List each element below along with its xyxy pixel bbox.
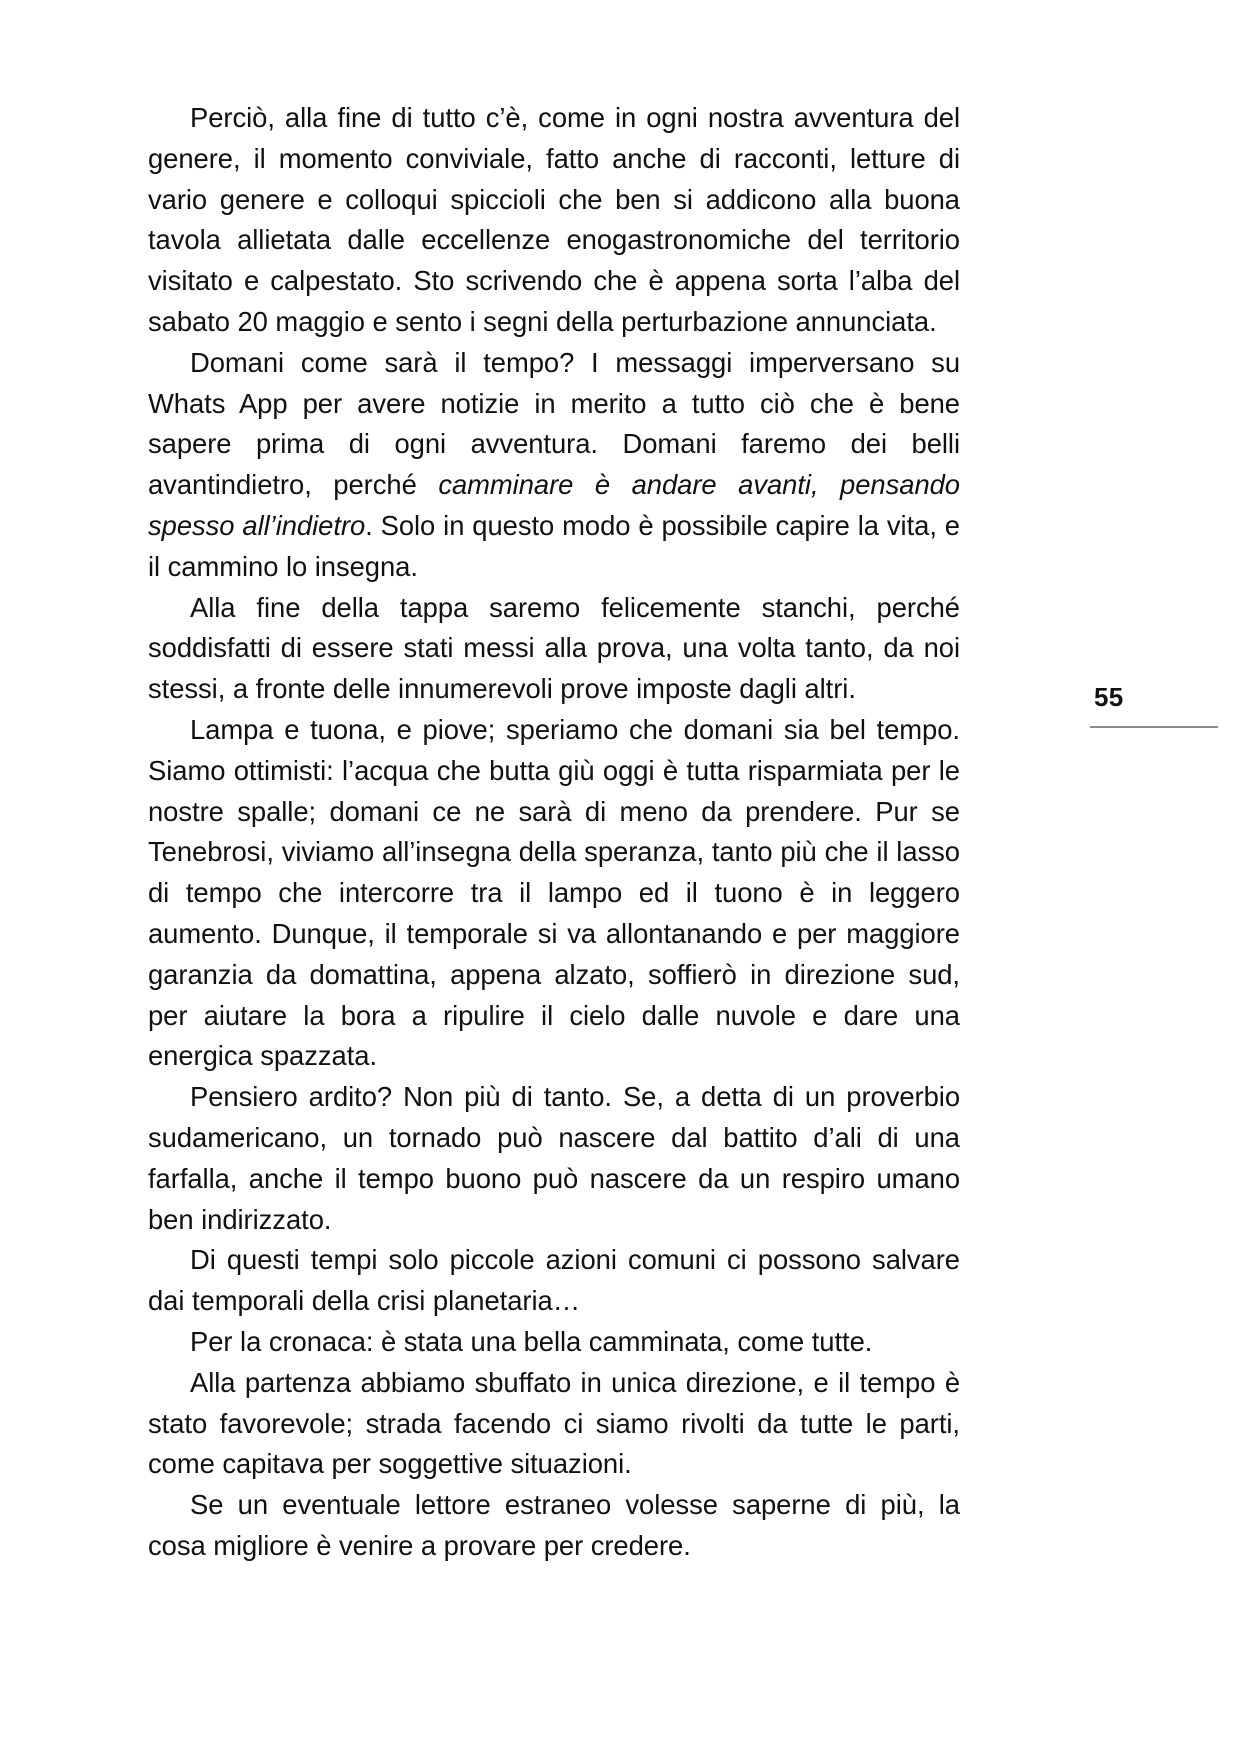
paragraph (148, 1240, 960, 1322)
page-number-block (1068, 682, 1218, 728)
paragraph (148, 98, 960, 343)
paragraph (148, 1485, 960, 1567)
body-text: Domani come sarà il tempo? I messaggi imperversano su Whats App per avere notizie in merito a tutto ciò che è bene sapere prima di ogni avventura. Domani faremo dei belli avantindietro, perché (148, 346, 960, 501)
body-text: Perciò, alla fine di tutto c’è, come in ogni nostra avventura del genere, il momento conviviale, fatto anche di racconti, letture di vario genere e colloqui spiccioli che ben si addicono alla buona tavola allietata dalle eccellenze enogastronomiche del territorio visitato e calpestato. Sto scrivendo che è appena sorta l’alba del sabato 20 maggio e sento i segni della perturbazione annunciata. (148, 102, 960, 337)
body-text: . Solo in questo modo è possibile capire la vita, e il cammino lo insegna. (148, 509, 960, 582)
page-number: 55 (1094, 682, 1124, 712)
paragraph (148, 710, 960, 1077)
body-text: Per la cronaca: è stata una bella camminata, come tutte. (190, 1325, 873, 1357)
paragraph (148, 1363, 960, 1485)
body-text: Alla fine della tappa saremo felicemente stanchi, perché soddisfatti di essere stati messi alla prova, una volta tanto, da noi stessi, a fronte delle innumerevoli prove imposte dagli altri. (148, 591, 960, 705)
body-text: Alla partenza abbiamo sbuffato in unica direzione, e il tempo è stato favorevole; strada facendo ci siamo rivolti da tutte le parti, come capitava per soggettive situazioni. (148, 1366, 960, 1480)
paragraph (148, 1322, 960, 1363)
body-text: Lampa e tuona, e piove; speriamo che domani sia bel tempo. Siamo ottimisti: l’acqua che butta giù oggi è tutta risparmiata per le nostre spalle; domani ce ne sarà di meno da prendere. Pur se Tenebrosi, viviamo all’insegna della speranza, tanto più che il lasso di tempo che intercorre tra il lampo ed il tuono è in leggero aumento. Dunque, il temporale si va allontanando e per maggiore garanzia da domattina, appena alzato, soffierò in direzione sud, per aiutare la bora a ripulire il cielo dalle nuvole e dare una energica spazzata. (148, 713, 960, 1072)
paragraph (148, 588, 960, 710)
emphasis-text: camminare è andare avanti, pensando spesso all’indietro (148, 469, 960, 541)
paragraph (148, 343, 960, 588)
body-text: Pensiero ardito? Non più di tanto. Se, a detta di un proverbio sudamericano, un tornado può nascere dal battito d’ali di una farfalla, anche il tempo buono può nascere da un respiro umano ben indirizzato. (148, 1081, 960, 1235)
body-text-column (148, 98, 960, 1567)
paragraph (148, 1077, 960, 1240)
body-text: Se un eventuale lettore estraneo volesse saperne di più, la cosa migliore è venire a provare per credere. (148, 1489, 960, 1561)
body-text: Di questi tempi solo piccole azioni comuni ci possono salvare dai temporali della crisi planetaria… (148, 1244, 960, 1317)
page-number-rule (1090, 726, 1218, 728)
